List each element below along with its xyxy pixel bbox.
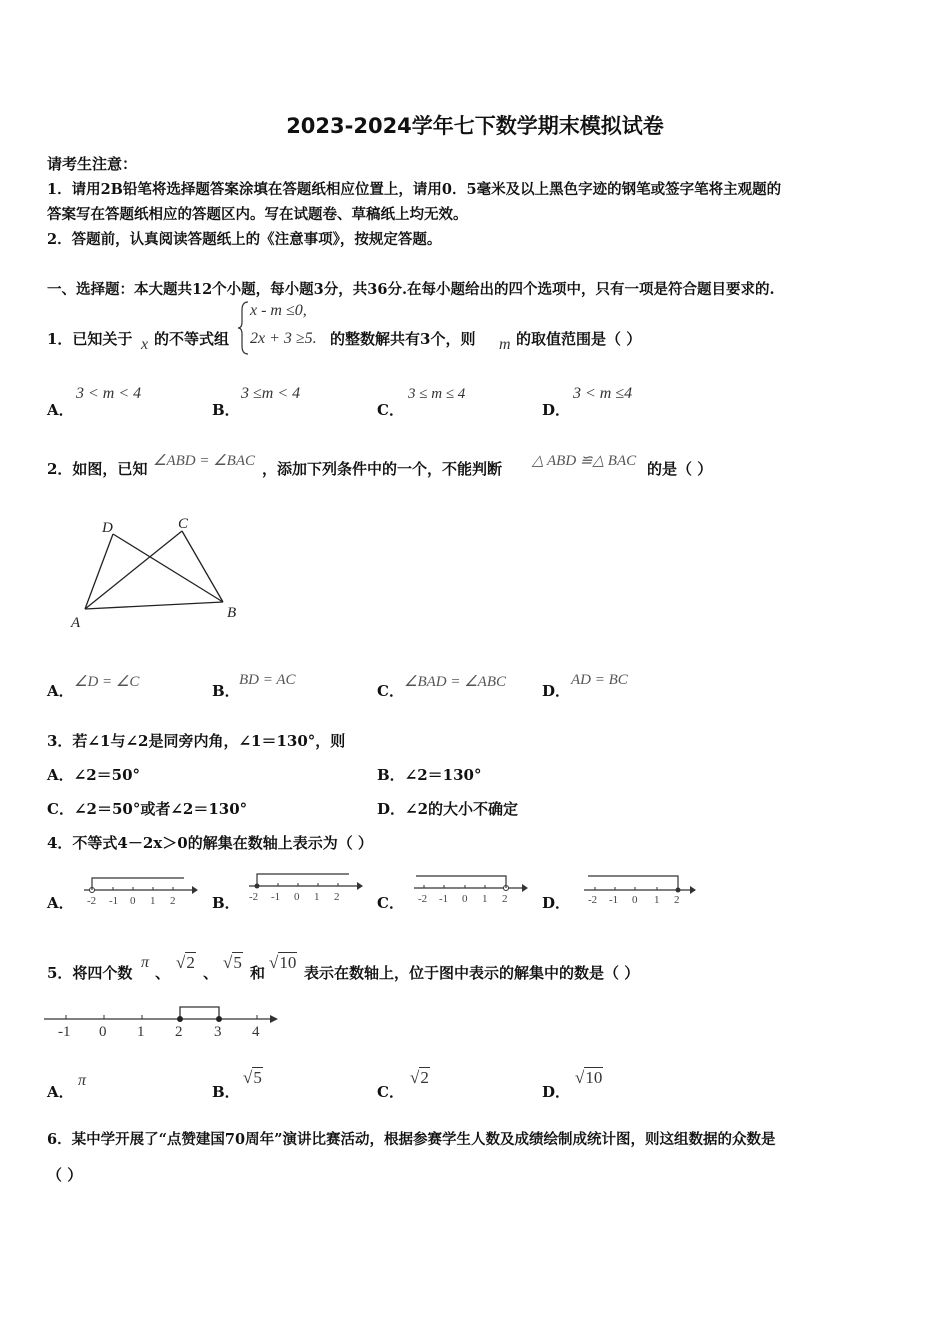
q5-tick-label: 1 xyxy=(137,1024,145,1040)
q4-d-tick-label: 1 xyxy=(654,894,660,906)
q1-text-1: 1．已知关于 xyxy=(47,330,133,348)
q5-sqrt-2-radicand: 2 xyxy=(186,953,195,972)
q4-a-tick-label: 1 xyxy=(150,895,156,907)
q2-text-2: ，添加下列条件中的一个，不能判断 xyxy=(262,460,503,478)
q5-sep-2: 、 xyxy=(203,964,219,982)
q4-c-tick-label: 1 xyxy=(482,893,488,905)
section-heading: 一、选择题：本大题共12个小题，每小题3分，共36分.在每小题给出的四个选项中，只有一项是符合题目要求的. xyxy=(47,281,775,298)
label-c: C xyxy=(178,516,189,532)
q3-option-d[interactable]: D．∠2的大小不确定 xyxy=(377,800,519,818)
q2-option-d[interactable]: AD = BC xyxy=(571,672,628,688)
page-title: 2023-2024学年七下数学期末模拟试卷 xyxy=(286,114,664,138)
q4-option-b-label[interactable]: B． xyxy=(212,894,240,912)
q1-var-x: x xyxy=(141,336,149,353)
q2-option-a[interactable]: ∠D = ∠C xyxy=(74,674,140,690)
q4-option-c-number-line[interactable] xyxy=(410,866,530,906)
q4-option-b-number-line[interactable] xyxy=(245,866,365,906)
q4-stem: 4．不等式4－2x＞0的解集在数轴上表示为（ ） xyxy=(47,834,373,852)
q5-option-c[interactable]: √2 xyxy=(410,1068,429,1087)
q2-option-b-label[interactable]: B． xyxy=(212,682,240,700)
label-d: D xyxy=(102,520,113,536)
notice-line-1b: 答案写在答题纸相应的答题区内。写在试题卷、草稿纸上均无效。 xyxy=(47,206,468,223)
label-a: A xyxy=(71,615,81,631)
q2-option-a-label[interactable]: A． xyxy=(47,682,74,700)
segment-cb xyxy=(182,531,223,602)
q1-system-line-1: x - m ≤0, xyxy=(250,302,307,319)
q6-line-2: （ ） xyxy=(47,1166,83,1184)
q4-c-tick-label: 2 xyxy=(502,893,508,905)
q5-sqrt-2: √2 xyxy=(176,953,195,972)
q1-option-a-label[interactable]: A． xyxy=(47,401,74,419)
q5-text-1: 5．将四个数 xyxy=(47,964,133,982)
q4-a-tick-label: 2 xyxy=(170,895,176,907)
q5-option-c-label[interactable]: C． xyxy=(377,1083,404,1101)
q1-option-d[interactable]: 3 < m ≤4 xyxy=(573,385,633,402)
segment-ab xyxy=(85,602,223,609)
q5-sep-1: 、 xyxy=(155,964,171,982)
q5-tick-label: 4 xyxy=(252,1024,260,1040)
q5-option-d-label[interactable]: D． xyxy=(542,1083,571,1101)
q1-system-line-2: 2x + 3 ≥5. xyxy=(250,330,317,347)
q4-d-tick-label: -1 xyxy=(609,894,619,906)
q5-sqrt-5: √5 xyxy=(223,953,242,972)
q4-b-tick-label: 0 xyxy=(294,891,300,903)
q5-option-b-label[interactable]: B． xyxy=(212,1083,240,1101)
q4-b-tick-label: 1 xyxy=(314,891,320,903)
q4-option-d-label[interactable]: D． xyxy=(542,894,571,912)
q4-c-tick-label: 0 xyxy=(462,893,468,905)
q5-option-a[interactable]: π xyxy=(78,1072,87,1089)
q4-option-a-label[interactable]: A． xyxy=(47,894,74,912)
notice-line-1a: 1．请用2B铅笔将选择题答案涂填在答题纸相应位置上，请用0．5毫米及以上黑色字迹的钢笔或签字笔将主观题的 xyxy=(47,181,782,198)
q4-d-tick-label: 2 xyxy=(674,894,680,906)
label-b: B xyxy=(227,605,237,621)
q5-tick-label: 2 xyxy=(175,1024,183,1040)
q5-and: 和 xyxy=(250,964,266,982)
q4-a-tick-label: -1 xyxy=(109,895,119,907)
q1-option-c-label[interactable]: C． xyxy=(377,401,404,419)
q1-system-brace xyxy=(238,300,250,356)
q2-text-1: 2．如图，已知 xyxy=(47,460,148,478)
q5-option-d[interactable]: √10 xyxy=(575,1068,603,1087)
q4-d-tick-label: -2 xyxy=(588,894,598,906)
q3-option-a[interactable]: A．∠2＝50° xyxy=(47,766,141,784)
q1-text-2: 的不等式组 xyxy=(154,330,230,348)
q4-c-tick-label: -2 xyxy=(418,893,428,905)
q4-b-tick-label: -2 xyxy=(249,891,259,903)
q2-option-b[interactable]: BD = AC xyxy=(239,672,296,688)
q1-text-3: 的整数解共有3个，则 xyxy=(330,330,476,348)
q5-option-b-radicand: 5 xyxy=(253,1068,262,1087)
q4-option-c-label[interactable]: C． xyxy=(377,894,404,912)
q1-var-m: m xyxy=(499,336,511,353)
q5-tick-label: -1 xyxy=(58,1024,71,1040)
q5-option-a-label[interactable]: A． xyxy=(47,1083,74,1101)
q2-text-3: 的是（ ） xyxy=(647,460,713,478)
q1-option-d-label[interactable]: D． xyxy=(542,401,571,419)
q4-a-tick-label: 0 xyxy=(130,895,136,907)
q2-congruence: △ ABD ≌△ BAC xyxy=(532,453,637,469)
q5-text-2: 表示在数轴上，位于图中表示的解集中的数是（ ） xyxy=(304,964,640,982)
notice-heading: 请考生注意： xyxy=(47,155,138,173)
q5-option-b[interactable]: √5 xyxy=(243,1068,262,1087)
q5-tick-label: 0 xyxy=(99,1024,107,1040)
q2-option-d-label[interactable]: D． xyxy=(542,682,571,700)
q1-option-b[interactable]: 3 ≤m < 4 xyxy=(241,385,301,402)
q4-c-tick-label: -1 xyxy=(439,893,449,905)
q1-option-b-label[interactable]: B． xyxy=(212,401,240,419)
q5-option-d-radicand: 10 xyxy=(585,1068,603,1087)
q2-option-c-label[interactable]: C． xyxy=(377,682,404,700)
q2-option-c[interactable]: ∠BAD = ∠ABC xyxy=(404,674,507,690)
q3-option-b[interactable]: B．∠2＝130° xyxy=(377,766,482,784)
q4-b-tick-label: 2 xyxy=(334,891,340,903)
notice-line-2: 2．答题前，认真阅读答题纸上的《注意事项》，按规定答题。 xyxy=(47,231,442,248)
q5-sqrt-10: √10 xyxy=(269,953,297,972)
q1-option-a[interactable]: 3 < m < 4 xyxy=(76,385,142,402)
q5-option-c-radicand: 2 xyxy=(420,1068,429,1087)
q1-text-4: 的取值范围是（ ） xyxy=(516,330,642,348)
q4-option-d-number-line[interactable] xyxy=(580,866,700,906)
q4-b-tick-label: -1 xyxy=(271,891,281,903)
q4-option-a-number-line[interactable] xyxy=(80,868,200,908)
q3-option-c[interactable]: C．∠2＝50°或者∠2＝130° xyxy=(47,800,248,818)
q2-condition: ∠ABD = ∠BAC xyxy=(153,453,256,469)
q4-d-tick-label: 0 xyxy=(632,894,638,906)
q4-a-tick-label: -2 xyxy=(87,895,97,907)
q5-sqrt-5-radicand: 5 xyxy=(233,953,242,972)
q2-triangle-figure xyxy=(65,510,255,635)
q5-tick-label: 3 xyxy=(214,1024,222,1040)
segment-db xyxy=(113,534,223,602)
q1-option-c[interactable]: 3 ≤ m ≤ 4 xyxy=(408,386,466,402)
q5-pi: π xyxy=(141,954,150,971)
q5-number-line xyxy=(42,998,282,1042)
q3-stem: 3．若∠1与∠2是同旁内角，∠1＝130°，则 xyxy=(47,732,346,750)
q5-sqrt-10-radicand: 10 xyxy=(279,953,297,972)
q6-line-1: 6．某中学开展了“点赞建国70周年”演讲比赛活动，根据参赛学生人数及成绩绘制成统计图，则这组数据的众数是 xyxy=(47,1131,776,1148)
